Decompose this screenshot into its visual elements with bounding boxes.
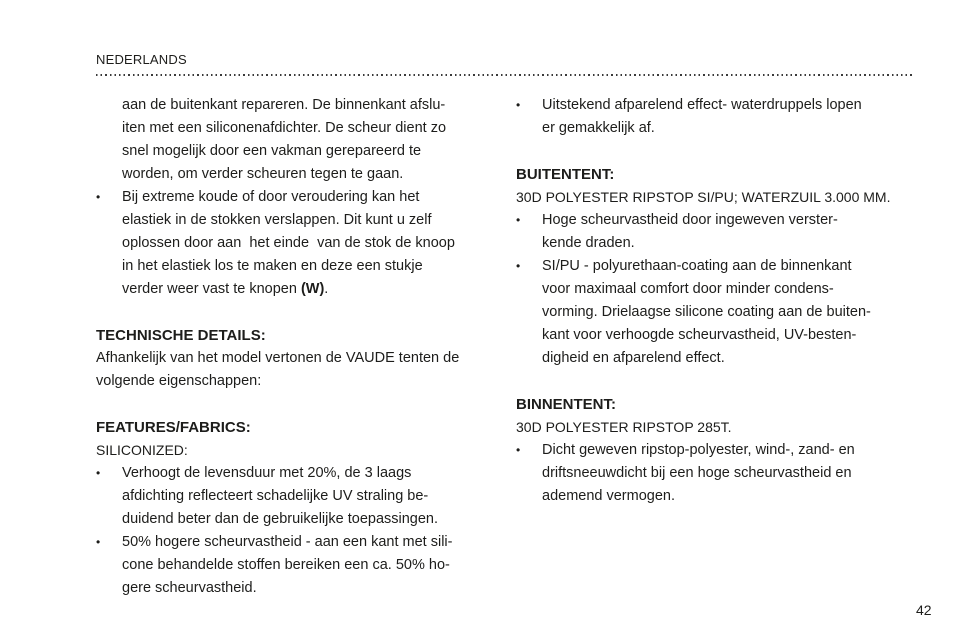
paragraph-spacer	[96, 393, 492, 416]
text-line: worden, om verder scheuren tegen te gaan.	[122, 166, 404, 182]
inner-tent-spec: 30D POLYESTER RIPSTOP 285T.	[516, 419, 732, 435]
text-line: ademend vermogen.	[542, 488, 675, 504]
bullet-marker: •	[516, 98, 521, 112]
outer-tent-spec: 30D POLYESTER RIPSTOP SI/PU; WATERZUIL 3.000 MM.	[516, 189, 891, 205]
text-line: digheid en afparelend effect.	[542, 350, 725, 366]
page-number: 42	[916, 602, 932, 618]
paragraph-spacer	[516, 370, 912, 393]
text-line: driftsneeuwdicht bij een hoge scheurvastheid en	[542, 465, 852, 481]
bullet-marker: •	[516, 259, 521, 273]
text-line: 50% hogere scheurvastheid - aan een kant met sili-	[122, 534, 453, 550]
technical-details-heading: TECHNISCHE DETAILS:	[96, 327, 266, 344]
text-line: aan de buitenkant repareren. De binnenkant afslu-	[122, 97, 446, 113]
text-line: Verhoogt de levensduur met 20%, de 3 laags	[122, 465, 412, 481]
continued-paragraph	[96, 94, 492, 186]
figure-reference: (W)	[300, 281, 325, 297]
text-line: er gemakkelijk af.	[542, 120, 655, 136]
dotted-divider	[96, 74, 912, 76]
paragraph-spacer	[516, 140, 912, 163]
outer-tent-heading: BUITENTENT:	[516, 166, 615, 183]
text-line: voor maximaal comfort door minder condens-	[542, 281, 834, 297]
text-line: volgende eigenschappen:	[96, 373, 262, 389]
bullet-item	[96, 462, 492, 531]
bullet-item	[96, 531, 492, 600]
text-line: Afhankelijk van het model vertonen de VAUDE tenten de	[96, 350, 460, 366]
text-line: vorming. Drielaagse silicone coating aan de buiten-	[542, 304, 871, 320]
text-line: Dicht geweven ripstop-polyester, wind-, zand- en	[542, 442, 855, 458]
text-line: duidend beter dan de gebruikelijke toepassingen.	[122, 511, 439, 527]
text-line	[122, 278, 492, 301]
text-line: kant voor verhoogde scheurvastheid, UV-besten-	[542, 327, 857, 343]
text-line: Uitstekend afparelend effect- waterdruppels lopen	[542, 97, 862, 113]
section-language-label: NEDERLANDS	[96, 52, 187, 67]
text-segment: .	[324, 281, 329, 297]
text-line: elastiek in de stokken verslappen. Dit kunt u zelf	[122, 212, 432, 228]
text-line: cone behandelde stoffen bereiken een ca. 50% ho-	[122, 557, 450, 573]
bullet-item-elastic	[96, 186, 492, 301]
siliconized-subheading: SILICONIZED:	[96, 442, 188, 458]
bullet-item	[516, 209, 912, 255]
bullet-marker: •	[96, 190, 101, 204]
bullet-item	[516, 439, 912, 508]
text-line: in het elastiek los te maken en deze een stukje	[122, 258, 423, 274]
bullet-marker: •	[516, 213, 521, 227]
text-line: iten met een siliconenafdichter. De scheur dient zo	[122, 120, 447, 136]
bullet-marker: •	[96, 466, 101, 480]
bullet-item	[516, 255, 912, 370]
text-line: kende draden.	[542, 235, 635, 251]
inner-tent-heading: BINNENTENT:	[516, 396, 616, 413]
bullet-marker: •	[96, 535, 101, 549]
text-line: SI/PU - polyurethaan-coating aan de binnenkant	[542, 258, 852, 274]
right-column	[516, 94, 912, 508]
text-line: Bij extreme koude of door veroudering kan het	[122, 189, 420, 205]
text-line: oplossen door aan het einde van de stok de knoop	[122, 235, 455, 251]
bullet-marker: •	[516, 443, 521, 457]
text-line: snel mogelijk door een vakman gerepareerd te	[122, 143, 422, 159]
paragraph-spacer	[96, 301, 492, 324]
text-line: gere scheurvastheid.	[122, 580, 257, 596]
text-segment: verder weer vast te knopen	[122, 281, 301, 297]
left-column	[96, 94, 492, 600]
text-line: Hoge scheurvastheid door ingeweven verster-	[542, 212, 838, 228]
bullet-item	[516, 94, 912, 140]
features-heading: FEATURES/FABRICS:	[96, 419, 251, 436]
text-line: afdichting reflecteert schadelijke UV straling be-	[122, 488, 429, 504]
